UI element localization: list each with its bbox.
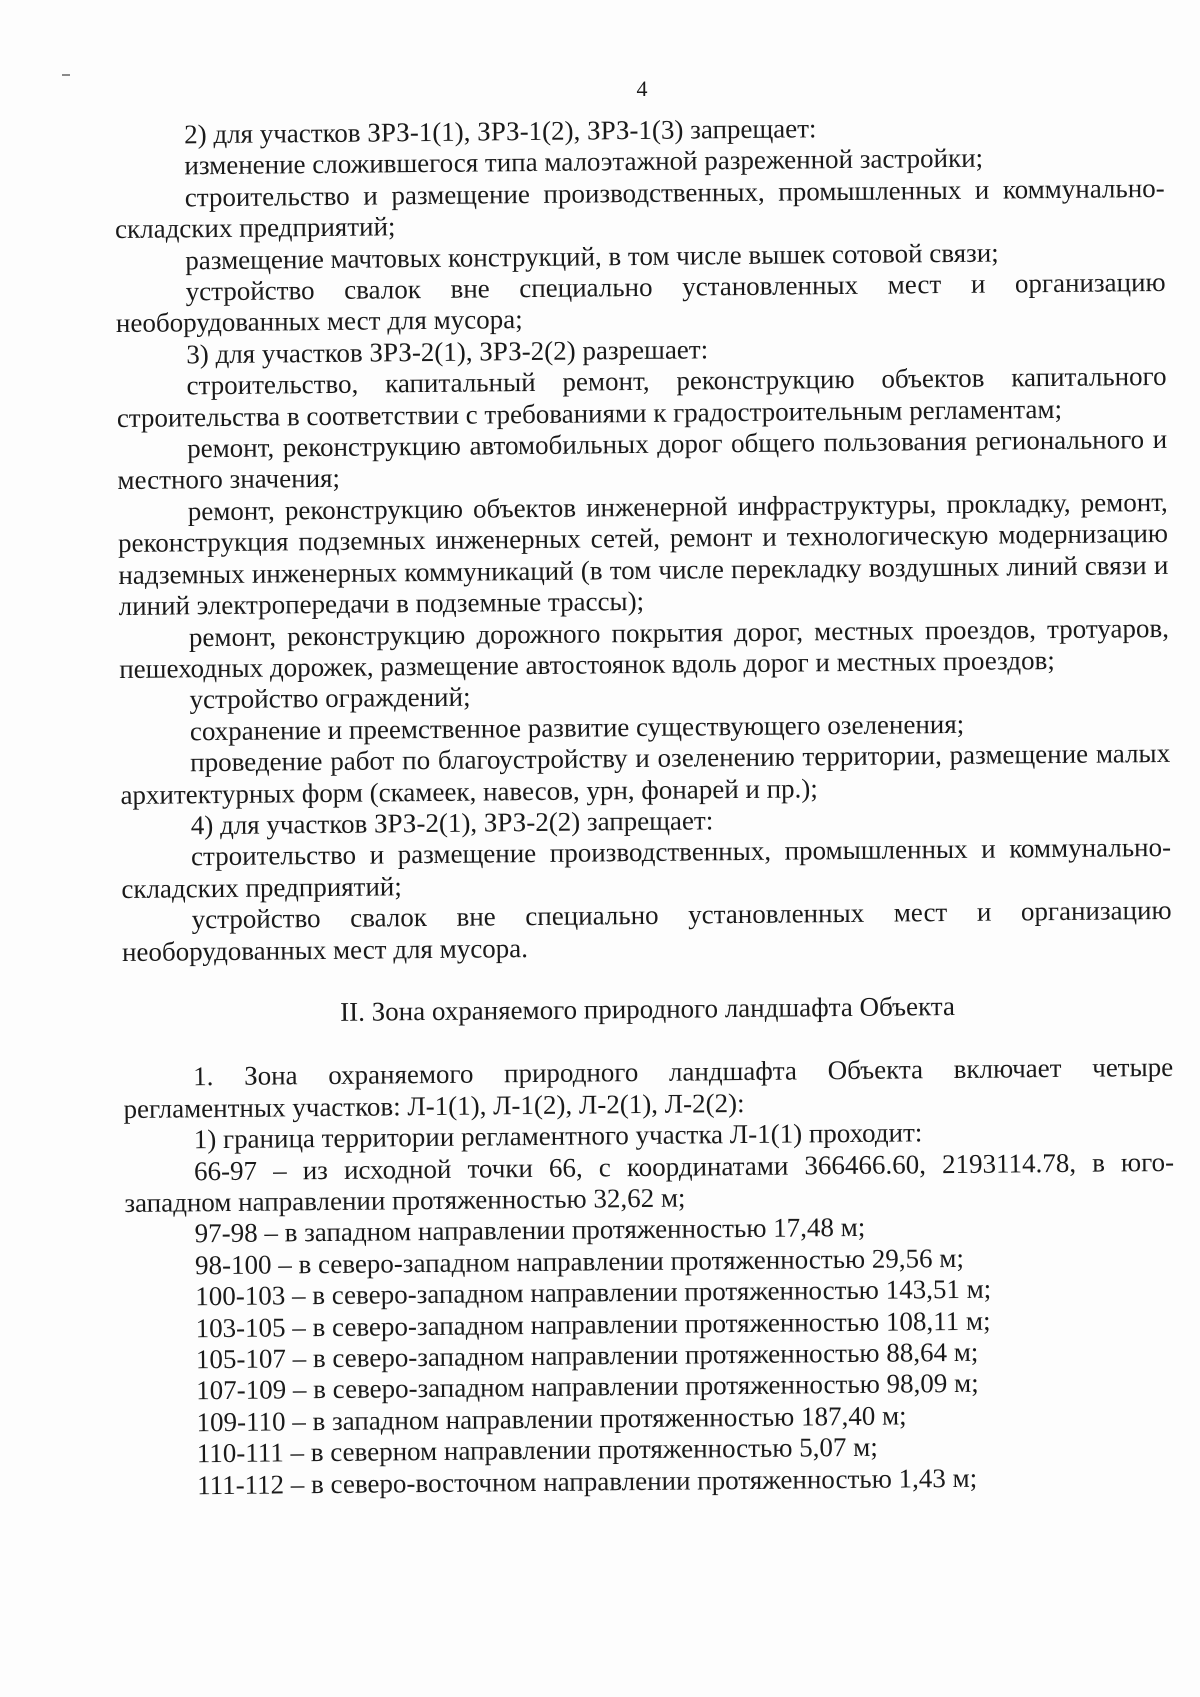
boundary-segment: 97-98 – в западном направлении протяженностью 17,48 м; [194, 1212, 866, 1249]
paragraph: строительство и размещение производственных, промышленных и коммунально-складских предприятий; [121, 832, 1172, 904]
paragraph: 3) для участков ЗРЗ-2(1), ЗРЗ-2(2) разрешает: [186, 334, 709, 370]
page-number: 4 [636, 76, 648, 101]
paragraph: 1. Зона охраняемого природного ландшафта Объекта включает четыре регламентных участков: Л-1(1), Л-1(2), Л-2(1), Л-2(2): [123, 1052, 1174, 1124]
paragraph: устройство свалок вне специально установленных мест и организацию необорудованных мест для мусора; [115, 266, 1166, 339]
boundary-segment: 109-110 – в западном направлении протяженностью 187,40 м; [196, 1400, 907, 1438]
boundary-segment: 105-107 – в северо-западном направлении протяженностью 88,64 м; [195, 1336, 979, 1375]
paragraph: строительство и размещение производственных, промышленных и коммунально-складских предприятий; [114, 172, 1165, 245]
paragraph: 1) граница территории регламентного участка Л-1(1) проходит: [193, 1117, 923, 1155]
paragraph: ремонт, реконструкцию объектов инженерной инфраструктуры, прокладку, ремонт, реконструкция подземных инженерных сетей, ремонт и технологическую модернизацию надземных инженерных коммуникаций (в том числе перекладку воздушных линий связи и линий электропередачи в подземные трассы); [117, 486, 1169, 622]
paragraph: изменение сложившегося типа малоэтажной разреженной застройки; [184, 143, 984, 181]
boundary-segment: 103-105 – в северо-западном направлении протяженностью 108,11 м; [195, 1305, 991, 1343]
paragraph: размещение мачтовых конструкций, в том числе вышек сотовой связи; [185, 237, 999, 275]
paragraph: сохранение и преемственное развитие существующего озеленения; [189, 708, 965, 747]
paragraph: устройство ограждений; [189, 681, 471, 715]
paragraph: ремонт, реконструкцию дорожного покрытия дорог, местных проездов, тротуаров, пешеходных дорожек, размещение автостоянок вдоль дорог и местных проездов; [119, 612, 1170, 684]
section-heading: II. Зона охраняемого природного ландшафта Объекта [340, 990, 956, 1027]
paragraph: 66-97 – из исходной точки 66, с координатами 366466.60, 2193114.78, в юго-западном направлении протяженностью 32,62 м; [124, 1146, 1175, 1218]
boundary-segment: 107-109 – в северо-западном направлении протяженностью 98,09 м; [196, 1368, 979, 1406]
paragraph: 4) для участков ЗРЗ-2(1), ЗРЗ-2(2) запрещает: [190, 805, 714, 841]
boundary-segment: 100-103 – в северо-западном направлении протяженностью 143,51 м; [195, 1273, 992, 1312]
paragraph: устройство свалок вне специально установленных мест и организацию необорудованных мест для мусора. [121, 895, 1172, 967]
document-body [114, 110, 1177, 1502]
paragraph: 2) для участков ЗРЗ-1(1), ЗРЗ-1(2), ЗРЗ-1(3) запрещает: [183, 113, 817, 150]
paragraph: проведение работ по благоустройству и озеленению территории, размещение малых архитектурных форм (скамеек, навесов, урн, фонарей и пр.); [120, 738, 1171, 810]
boundary-segment: 110-111 – в северном направлении протяженностью 5,07 м; [196, 1431, 878, 1469]
paragraph: строительство, капитальный ремонт, реконструкцию объектов капитального строительства в соответствии с требованиями к градостроительным регламентам; [116, 361, 1167, 433]
boundary-segment: 111-112 – в северо-восточном направлении протяженностью 1,43 м; [196, 1462, 978, 1500]
paragraph: ремонт, реконструкцию автомобильных дорог общего пользования регионального и местного значения; [117, 423, 1168, 496]
boundary-segment: 98-100 – в северо-западном направлении протяженностью 29,56 м; [194, 1242, 965, 1281]
